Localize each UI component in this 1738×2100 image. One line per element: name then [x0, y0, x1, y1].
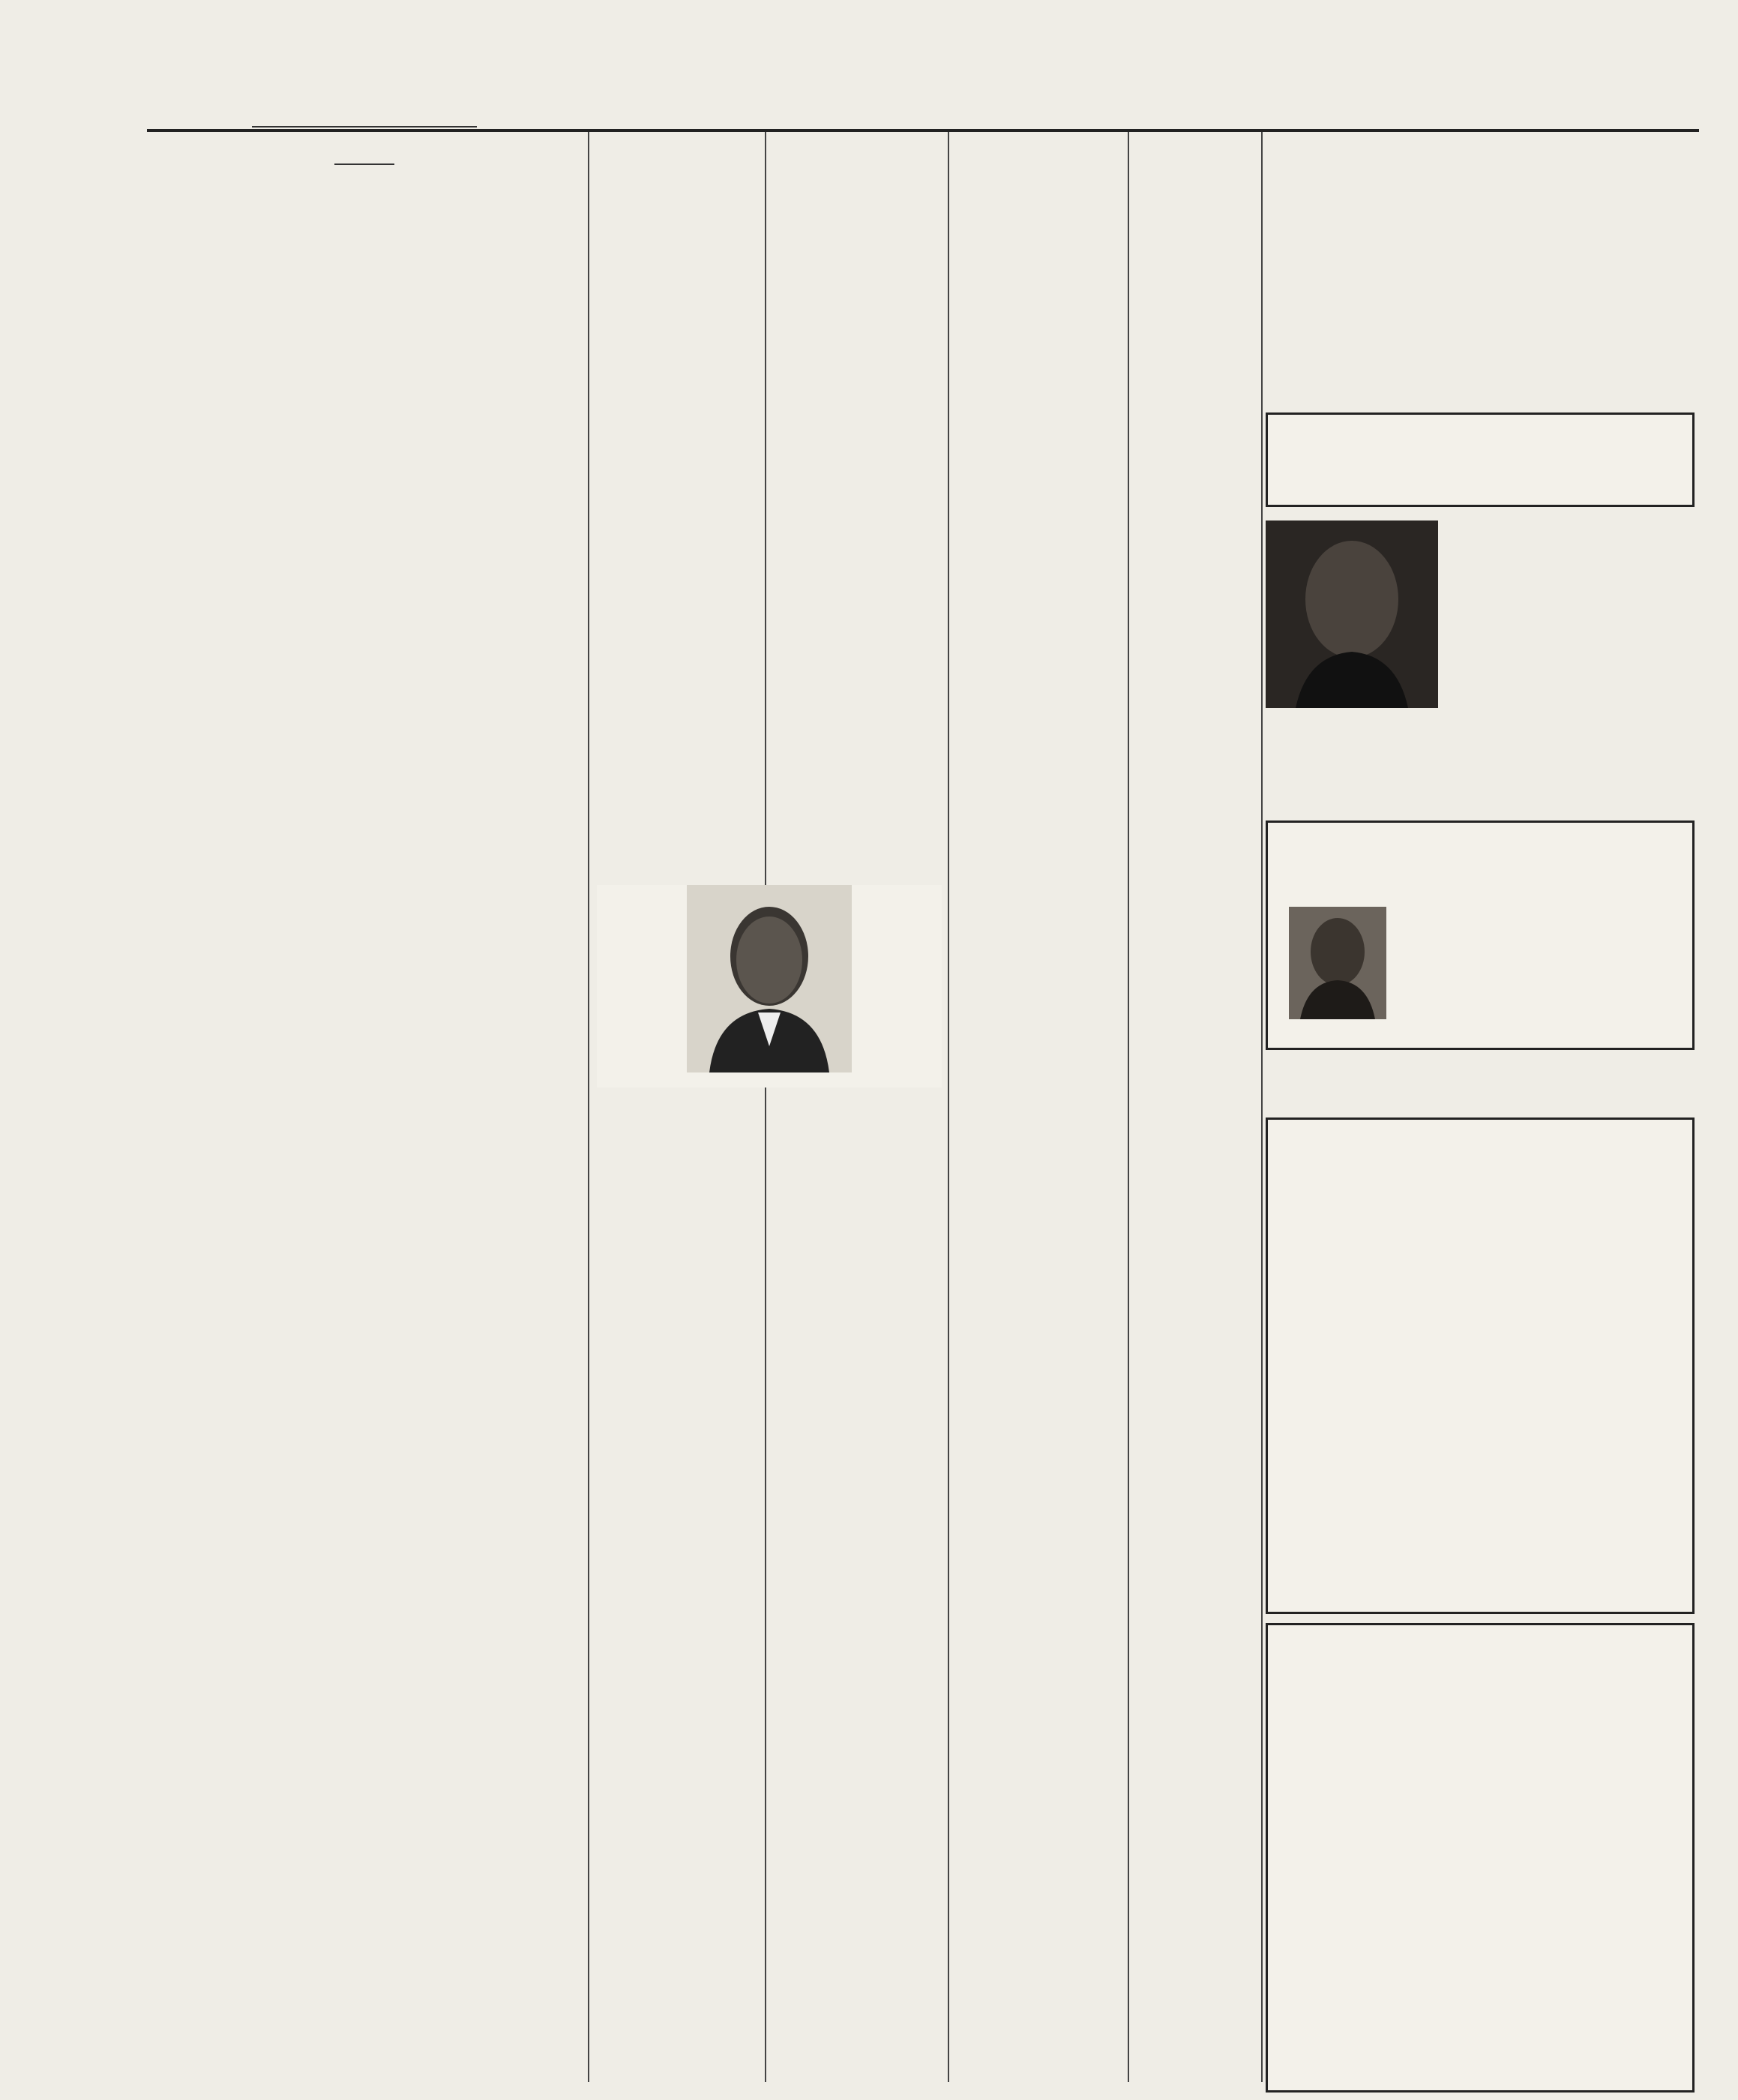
portrait-image	[597, 885, 942, 1088]
perry-portrait	[1266, 520, 1438, 708]
shute-ad	[1266, 1623, 1695, 2092]
column-rule	[588, 132, 589, 2082]
perry-ad	[1266, 513, 1690, 730]
divider	[334, 164, 394, 165]
donor-column	[771, 1282, 943, 2092]
donor-column	[771, 135, 943, 878]
peoples-drug-ad	[1266, 1118, 1695, 1614]
article-body	[147, 200, 582, 204]
column-rule	[1128, 132, 1129, 2082]
column-rule	[1261, 132, 1263, 2082]
independence-text	[1455, 135, 1695, 390]
column-rule	[948, 132, 949, 2082]
donor-column	[1267, 135, 1447, 390]
honor-roll-article	[147, 112, 582, 210]
shute-thanks	[1268, 1678, 1692, 1682]
column-rule	[765, 132, 766, 2082]
shute-text	[1268, 1670, 1692, 1678]
watkin-bros-ad	[1266, 820, 1695, 1050]
drug-text	[1268, 1135, 1692, 1156]
bird-store-ad	[1266, 412, 1695, 507]
donor-list-left-b	[411, 1209, 582, 2094]
adkins-portrait	[597, 885, 942, 1088]
donor-list-left	[159, 1209, 406, 2094]
watkins-portrait	[1289, 907, 1386, 1019]
donor-column	[594, 1125, 760, 2092]
divider	[252, 126, 477, 128]
donor-column	[954, 135, 1123, 2092]
donor-column	[1134, 135, 1258, 2092]
